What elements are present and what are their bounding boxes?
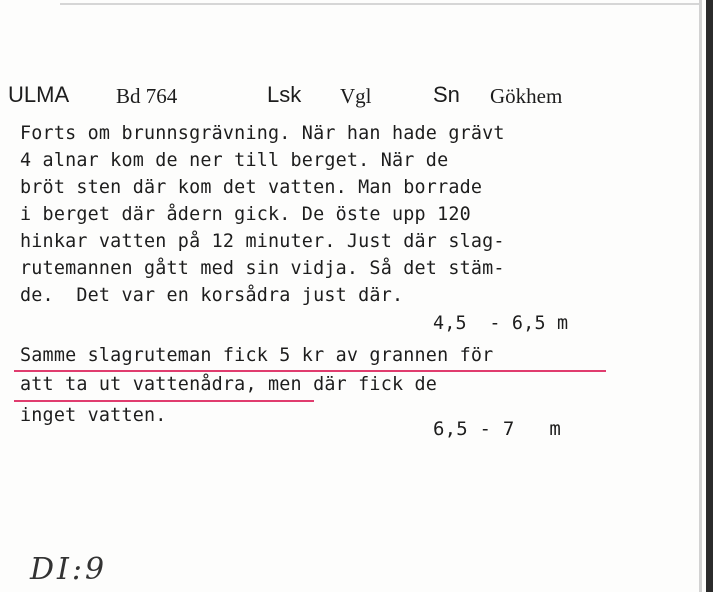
card-right-edge [706, 0, 713, 592]
parish-label: Sn [433, 82, 460, 107]
body-line-10: inget vatten. [20, 405, 167, 426]
body-line-2: 4 alnar kom de ner till berget. När de [20, 150, 449, 171]
province-code: Vgl [340, 84, 372, 108]
depth-measure-2: 6,5 - 7 m [433, 418, 562, 440]
body-line-3: bröt sten där kom det vatten. Man borrade [20, 177, 483, 198]
body-line-4: i berget där ådern gick. De öste upp 120 [20, 204, 471, 225]
body-line-9: att ta ut vattenådra, men där fick de [20, 374, 438, 395]
underline-2 [14, 400, 314, 402]
body-line-6: rutemannen gått med sin vidja. Så det stäm- [20, 258, 505, 279]
card-right-edge-light [699, 0, 702, 592]
card-top-edge [60, 3, 700, 5]
underline-1 [14, 370, 606, 372]
body-line-5: hinkar vatten på 12 minuter. Just där slag- [20, 231, 505, 252]
volume-number: Bd 764 [116, 84, 178, 108]
body-line-8: Samme slagruteman fick 5 kr av grannen för [20, 345, 494, 366]
body-line-7: de. Det var en korsådra just där. [20, 285, 404, 306]
body-line-1: Forts om brunnsgrävning. När han hade grävt [20, 123, 505, 144]
depth-measure-1: 4,5 - 6,5 m [433, 313, 569, 334]
county-code: Lsk [267, 82, 302, 107]
archive-code: ULMA [8, 82, 70, 107]
handwritten-signature: DI:9 [30, 552, 108, 587]
parish-name: Gökhem [490, 84, 563, 108]
